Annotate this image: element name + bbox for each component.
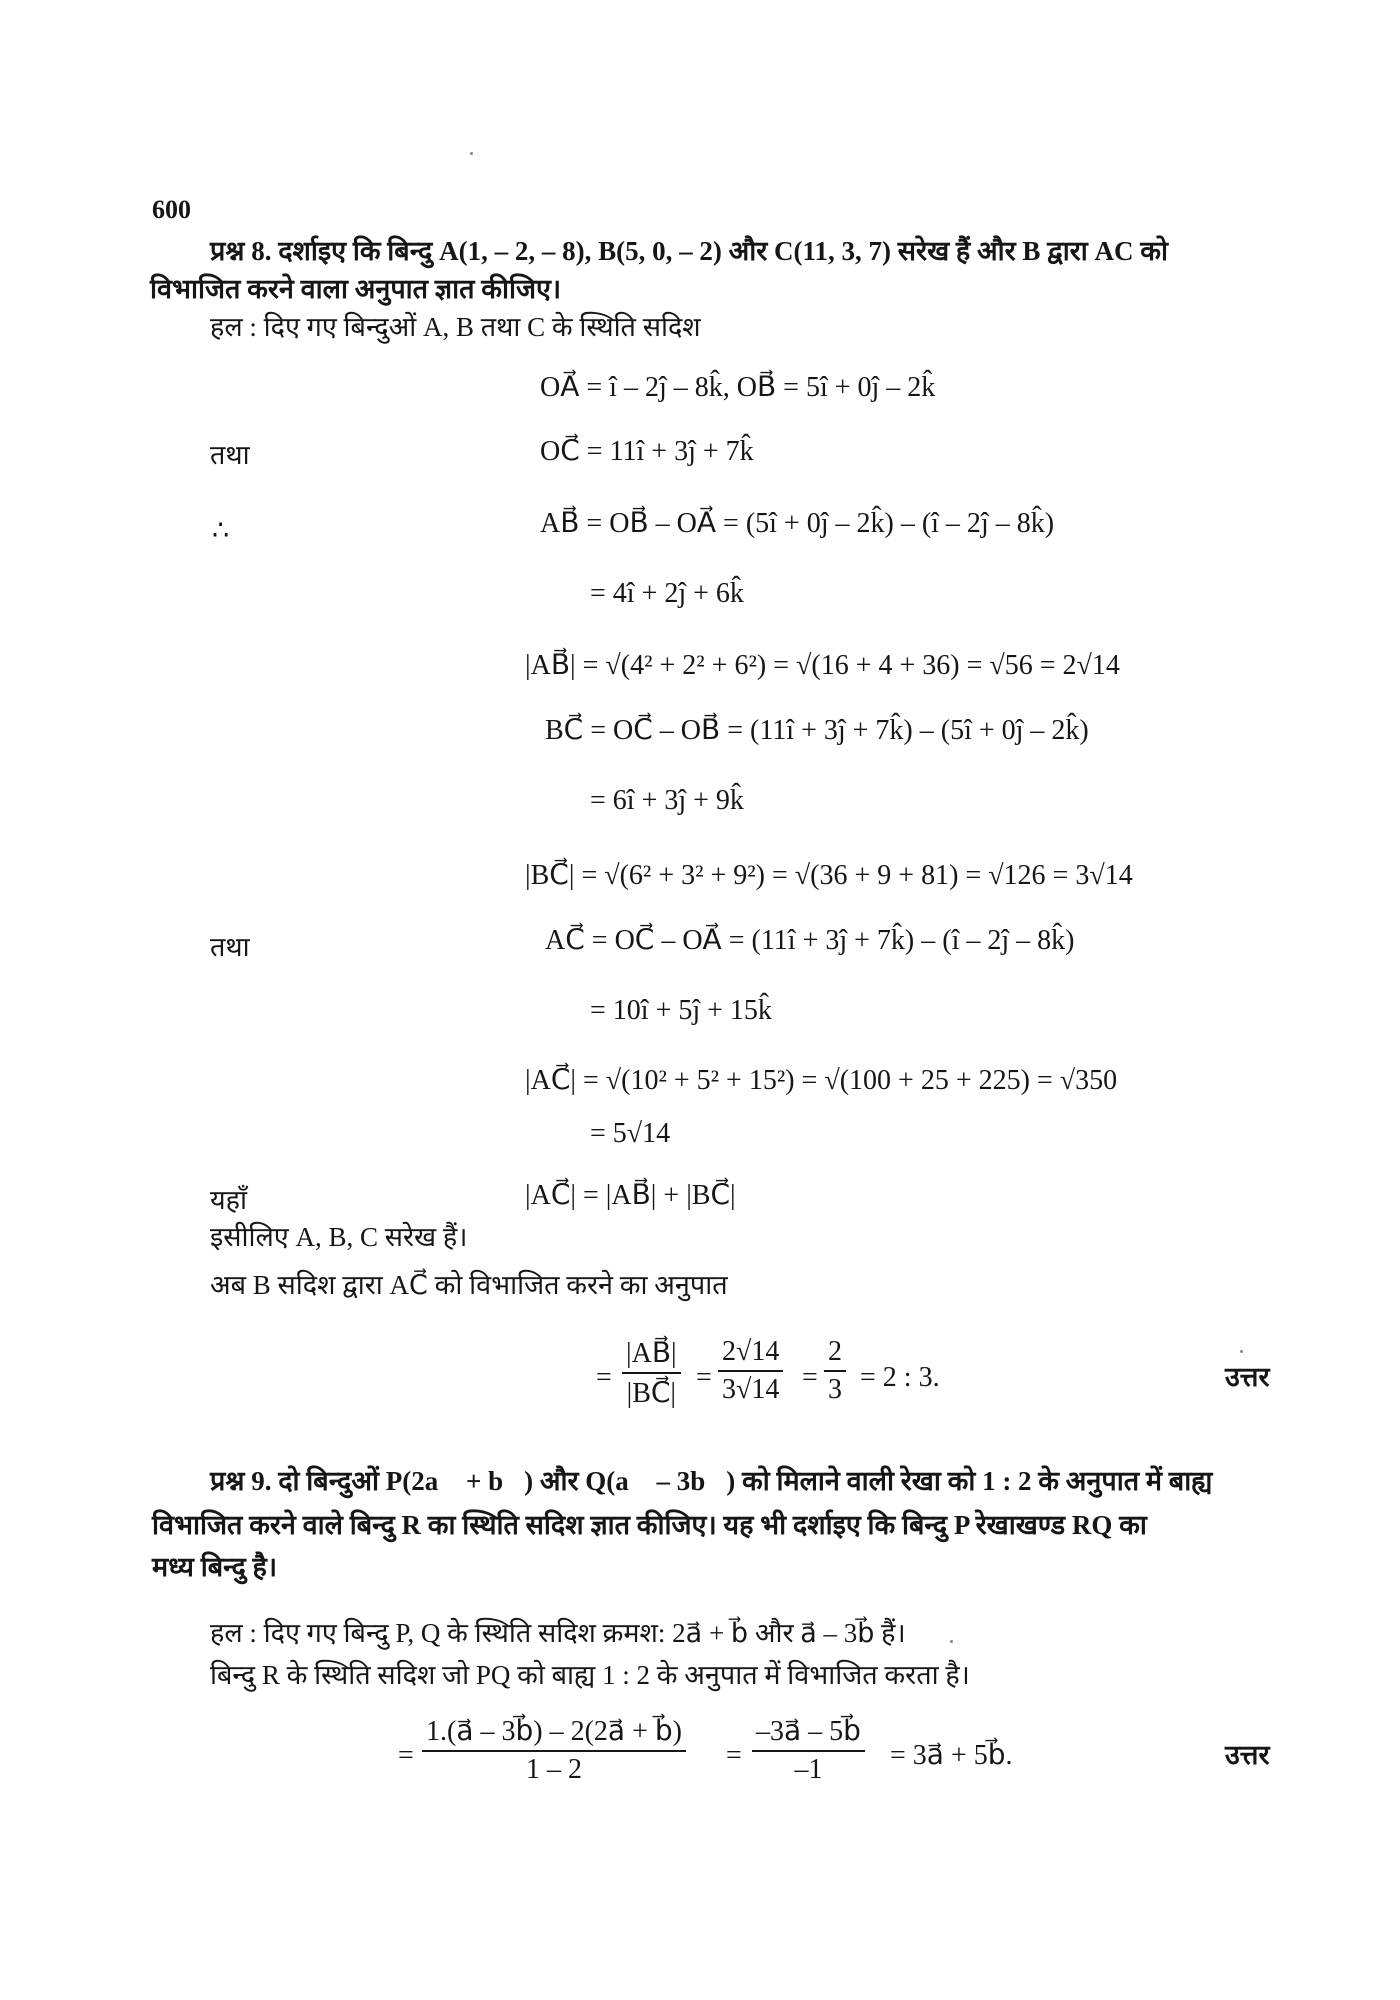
equals-sign: = <box>696 1362 712 1393</box>
equation-bc: BC⃗ = OC⃗ – OB⃗ = (11î + 3ĵ + 7k̂) – (5î + 0ĵ – 2k̂) <box>545 715 1089 746</box>
ratio-equals-sign: = <box>596 1362 612 1393</box>
question-9-title-cont: विभाजित करने वाले बिन्दु R का स्थिति सदिश ज्ञात कीजिए। यह भी दर्शाइए कि बिन्दु P रेखाखण्ड RQ का <box>152 1510 1147 1540</box>
scan-speck <box>1240 1350 1243 1353</box>
fraction-ab-over-bc <box>622 1336 681 1410</box>
fraction-denominator: 1 – 2 <box>525 1754 582 1785</box>
fraction-2root14-over-3root14 <box>718 1336 783 1406</box>
collinear-statement: इसीलिए A, B, C सरेख हैं। <box>210 1222 468 1252</box>
solution-line-2: बिन्दु R के स्थिति सदिश जो PQ को बाह्य 1 : 2 के अनुपात में विभाजित करता है। <box>210 1660 970 1690</box>
result: = 3a⃗ + 5b⃗. <box>890 1740 1013 1771</box>
equation-bc-result: = 6î + 3ĵ + 9k̂ <box>590 785 744 816</box>
equation-ac-magnitude-result: = 5√14 <box>590 1118 671 1149</box>
equation-ac-result: = 10î + 5ĵ + 15k̂ <box>590 995 772 1026</box>
fraction-2-over-3 <box>824 1336 846 1406</box>
fraction-section-formula <box>422 1714 686 1786</box>
question-8-title-cont: विभाजित करने वाला अनुपात ज्ञात कीजिए। <box>150 274 562 304</box>
fraction-numerator: 2√14 <box>718 1336 783 1372</box>
question-8-title: प्रश्न 8. दर्शाइए कि बिन्दु A(1, – 2, – 8), B(5, 0, – 2) और C(11, 3, 7) सरेख हैं और B द्वारा AC को <box>210 236 1168 266</box>
equation-ab-magnitude: |AB⃗| = √(4² + 2² + 6²) = √(16 + 4 + 36) = √56 = 2√14 <box>525 650 1120 681</box>
fraction-simplified <box>752 1714 865 1786</box>
equation-ab-result: = 4î + 2ĵ + 6k̂ <box>590 578 744 609</box>
answer-label: उत्तर <box>1225 1740 1270 1770</box>
equation-sum-of-magnitudes: |AC⃗| = |AB⃗| + |BC⃗| <box>525 1180 736 1211</box>
fraction-numerator: |AB⃗| <box>622 1336 681 1374</box>
fraction-denominator: |BC⃗| <box>626 1378 677 1409</box>
scan-speck <box>950 1640 953 1643</box>
fraction-numerator: 1.(a⃗ – 3b⃗) – 2(2a⃗ + b⃗) <box>422 1714 686 1752</box>
fraction-denominator: –1 <box>794 1754 823 1785</box>
equals-sign: = <box>398 1740 414 1771</box>
equals-sign: = <box>726 1740 742 1771</box>
label-therefore: ∴ <box>212 515 230 545</box>
equation-ab: AB⃗ = OB⃗ – OA⃗ = (5î + 0ĵ – 2k̂) – (î – 2ĵ – 8k̂) <box>540 508 1055 539</box>
equation-oc: OC⃗ = 11î + 3ĵ + 7k̂ <box>540 436 754 467</box>
ratio-statement: अब B सदिश द्वारा AC⃗ को विभाजित करने का अनुपात <box>210 1270 728 1300</box>
equation-ac-magnitude: |AC⃗| = √(10² + 5² + 15²) = √(100 + 25 + 225) = √350 <box>525 1065 1118 1096</box>
fraction-numerator: 2 <box>824 1336 846 1372</box>
question-9-title-cont2: मध्य बिन्दु है। <box>152 1552 278 1582</box>
equation-oa-ob: OA⃗ = î – 2ĵ – 8k̂, OB⃗ = 5î + 0ĵ – 2k̂ <box>540 372 936 403</box>
fraction-denominator: 3 <box>828 1374 842 1405</box>
question-9-title: प्रश्न 9. दो बिन्दुओं P(2a⃗ + b⃗) और Q(a⃗ – 3b⃗) को मिलाने वाली रेखा को 1 : 2 के अनुपात में बाह्य <box>210 1466 1213 1496</box>
equation-ac: AC⃗ = OC⃗ – OA⃗ = (11î + 3ĵ + 7k̂) – (î – 2ĵ – 8k̂) <box>545 925 1075 956</box>
answer-label: उत्तर <box>1225 1362 1270 1392</box>
solution-line-1: हल : दिए गए बिन्दु P, Q के स्थिति सदिश क्रमश: 2a⃗ + b⃗ और a⃗ – 3b⃗ हैं। <box>210 1618 906 1648</box>
page-number: 600 <box>152 195 191 224</box>
label-tatha: तथा <box>210 440 250 470</box>
fraction-numerator: –3a⃗ – 5b⃗ <box>752 1714 865 1752</box>
solution-intro: हल : दिए गए बिन्दुओं A, B तथा C के स्थिति सदिश <box>210 312 701 342</box>
label-tatha: तथा <box>210 932 250 962</box>
equation-bc-magnitude: |BC⃗| = √(6² + 3² + 9²) = √(36 + 9 + 81) = √126 = 3√14 <box>525 860 1133 891</box>
scan-speck <box>470 152 473 155</box>
fraction-denominator: 3√14 <box>722 1374 780 1405</box>
label-yahan: यहाँ <box>210 1185 247 1215</box>
ratio-result: = 2 : 3. <box>860 1362 940 1393</box>
equals-sign: = <box>802 1362 818 1393</box>
